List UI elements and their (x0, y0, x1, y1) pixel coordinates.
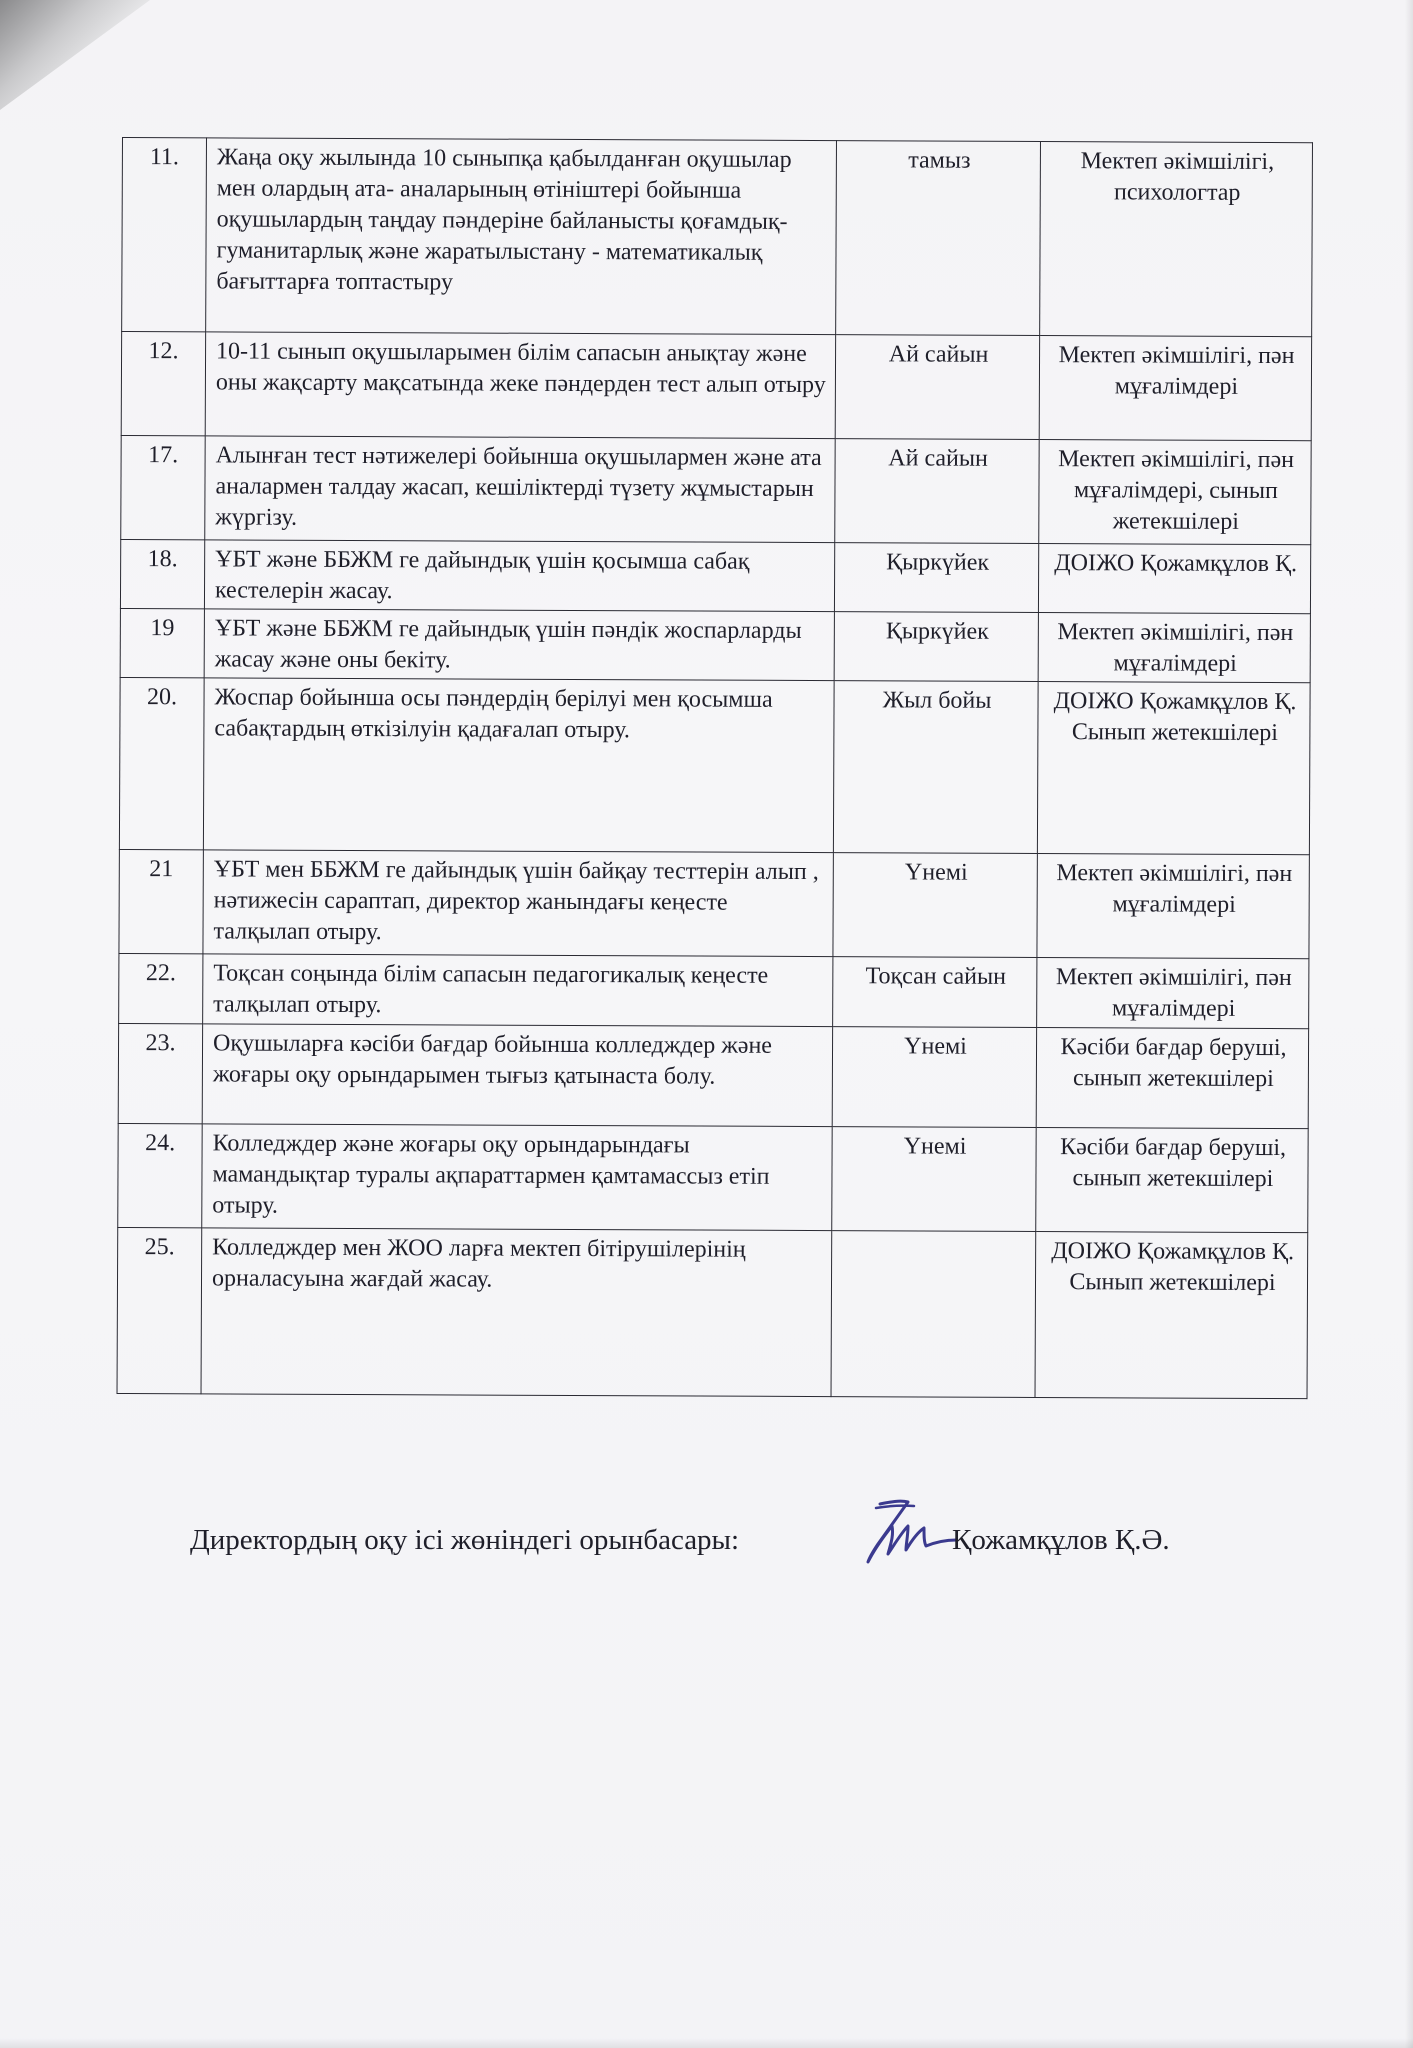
row-task: 10-11 сынып оқушыларымен білім сапасын анықтау және оны жақсарту мақсатында жеке пәндерден тест алып отыру (205, 332, 835, 439)
row-responsible: Мектеп әкімшілігі, пән мұғалімдері, сынып жетекшілері (1039, 440, 1311, 545)
row-responsible: Мектеп әкімшілігі, пән мұғалімдері (1038, 613, 1310, 683)
row-number: 17. (121, 435, 205, 539)
table-row (118, 1123, 1308, 1232)
row-responsible: Кәсіби бағдар беруші, сынып жетекшілері (1036, 1127, 1308, 1232)
table-row (120, 608, 1310, 682)
row-task: Алынған тест нәтижелері бойынша оқушылармен және ата аналармен талдау жасап, кешіліктерді түзету жұмыстарын жүргізу. (205, 436, 835, 543)
row-task: ҰБТ және ББЖМ ге дайындық үшін қосымша сабақ кестелерін жасау. (204, 540, 834, 612)
row-responsible: Мектеп әкімшілігі, пән мұғалімдері (1037, 854, 1309, 959)
row-number: 23. (118, 1023, 202, 1123)
row-number: 24. (118, 1123, 202, 1227)
row-task: Тоқсан соңында білім сапасын педагогикалық кеңесте талқылап отыру. (203, 954, 833, 1027)
row-task: ҰБТ және ББЖМ ге дайындық үшін пәндік жоспарларды жасау және оны бекіту. (204, 609, 834, 681)
row-task: Колледждер мен ЖОО ларға мектеп бітірушілерінің орналасуына жағдай жасау. (201, 1228, 832, 1397)
row-number: 20. (119, 677, 204, 849)
row-deadline: Үнемі (832, 1027, 1036, 1128)
table-row (121, 435, 1311, 544)
row-number: 25. (117, 1227, 202, 1393)
table-row (118, 1023, 1308, 1128)
row-deadline: Жыл бойы (833, 681, 1038, 854)
page-fold-corner (0, 0, 150, 110)
row-task: Жоспар бойынша осы пәндердің берілуі мен қосымша сабақтардың өткізілуін қадағалап отыру. (203, 678, 834, 853)
row-deadline: Ай сайын (835, 439, 1039, 544)
page-edge-shadow-bottom (0, 2038, 1413, 2048)
table-row (119, 677, 1310, 854)
row-responsible: ДОІЖО Қожамқұлов Қ. Сынып жетекшілері (1037, 682, 1310, 855)
row-deadline: Ай сайын (835, 335, 1039, 440)
row-deadline: тамыз (836, 141, 1041, 336)
row-responsible: Кәсіби бағдар беруші, сынып жетекшілері (1036, 1027, 1308, 1128)
row-responsible: Мектеп әкімшілігі, психологтар (1040, 142, 1313, 337)
row-deadline: Үнемі (832, 1127, 1036, 1232)
table-row (120, 539, 1310, 613)
row-number: 19 (120, 608, 204, 677)
row-number: 12. (121, 332, 205, 436)
table-row (119, 953, 1309, 1028)
row-task: ҰБТ мен ББЖМ ге дайындық үшін байқау тесттерін алып , нәтижесін сараптап, директор жанындағы кеңесте талқылап отыру. (203, 850, 833, 957)
row-task: Оқушыларға кәсіби бағдар бойынша колледждер және жоғары оқу орындарымен тығыз қатынаста болу. (202, 1024, 832, 1127)
row-deadline: Қыркүйек (834, 543, 1038, 613)
row-deadline: Қыркүйек (834, 612, 1038, 682)
row-responsible: ДОІЖО Қожамқұлов Қ. Сынып жетекшілері (1035, 1231, 1308, 1398)
page-edge-shadow (1405, 0, 1413, 2048)
handwritten-signature (848, 1496, 958, 1570)
table-row (122, 138, 1313, 337)
row-responsible: Мектеп әкімшілігі, пән мұғалімдері (1039, 336, 1311, 441)
table-row (121, 332, 1311, 441)
row-deadline (831, 1231, 1036, 1398)
signature-block (190, 1510, 1240, 1570)
row-number: 11. (122, 138, 207, 332)
row-responsible: Мектеп әкімшілігі, пән мұғалімдері (1037, 957, 1309, 1028)
table-row (117, 1227, 1308, 1398)
row-number: 21 (119, 849, 203, 953)
row-responsible: ДОІЖО Қожамқұлов Қ. (1038, 544, 1310, 614)
plan-table (117, 137, 1313, 1399)
row-task: Жаңа оқу жылында 10 сыныпқа қабылданған оқушылар мен олардың ата- аналарының өтініштері бойынша оқушылардың таңдау пәндеріне байланысты қоғамдық- гуманитарлық және жаратылыстану - математикалық бағыттарға топтастыру (206, 138, 837, 335)
row-deadline: Үнемі (833, 853, 1037, 958)
table-row (119, 849, 1309, 958)
row-deadline: Тоқсан сайын (833, 957, 1037, 1028)
row-number: 22. (119, 953, 203, 1023)
signature-title: Директордың оқу ісі жөніндегі орынбасары: (190, 1524, 740, 1556)
signature-name: Қожамқұлов Қ.Ә. (952, 1524, 1170, 1556)
row-task: Колледждер және жоғары оқу орындарындағы мамандықтар туралы ақпараттармен қамтамассыз етіп отыру. (202, 1124, 832, 1231)
row-number: 18. (120, 539, 204, 608)
